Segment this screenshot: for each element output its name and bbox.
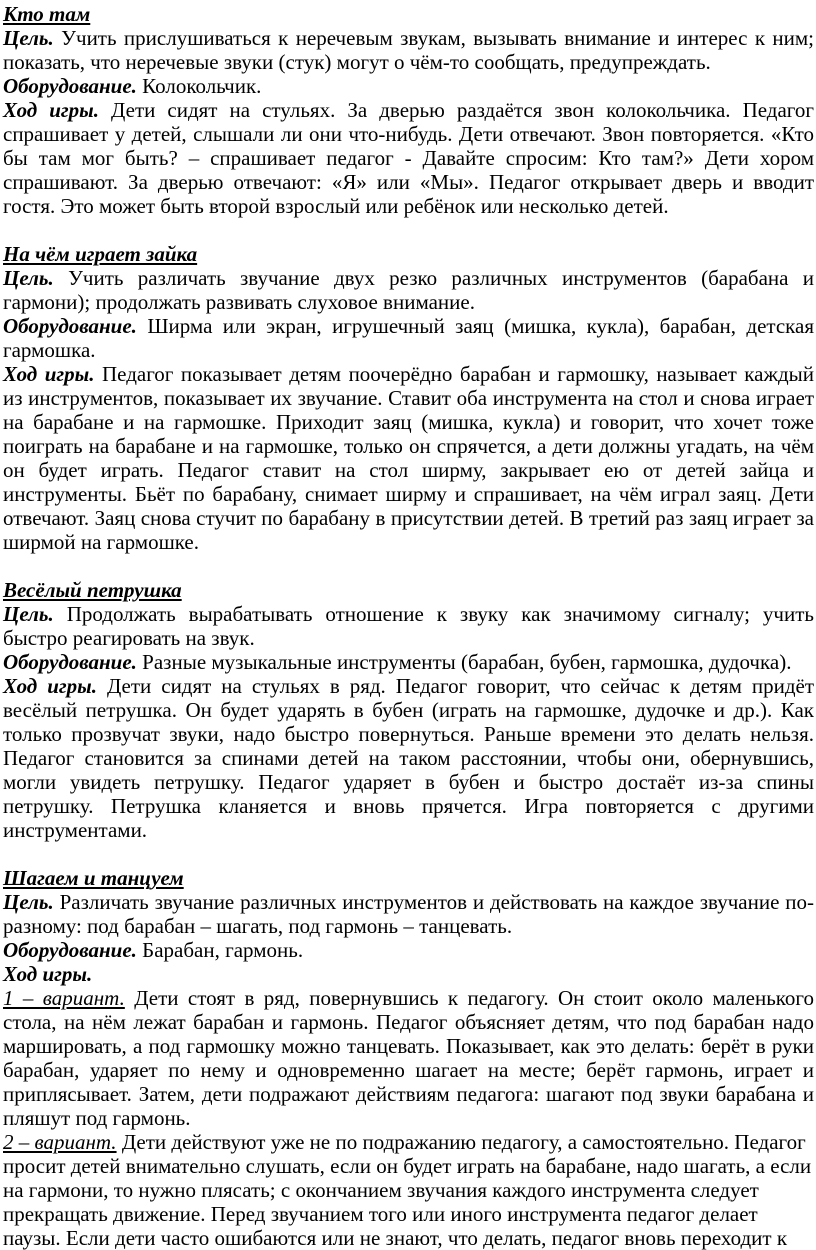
paragraph-text: Учить прислушиваться к неречевым звукам, вызывать внимание и интерес к ним; показать, что неречевые звуки (стук) могут о чём-то сообщать, предупреждать. — [3, 26, 814, 74]
paragraph-text: Различать звучание различных инструментов и действовать на каждое звучание по-разному: под барабан – шагать, под гармонь – танцевать. — [3, 890, 815, 938]
paragraph-text: Педагог показывает детям поочерёдно барабан и гармошку, называет каждый из инструментов, показывает их звучание. Ставит оба инструмента на стол и снова играет на барабане и на гармошке. Приходит заяц (мишка, кукла) и говорит, что хочет тоже поиграть на барабане и на гармошке, только он спрячется, а дети должны угадать, на чём он будет играть. Педагог ставит на стол ширму, закрывает ею от детей зайца и инструменты. Бьёт по барабану, снимает ширму и спрашивает, на чём играл заяц. Дети отвечают. Заяц снова стучит по барабану в присутствии детей. В третий раз заяц играет за ширмой на гармошке. — [3, 362, 814, 554]
paragraph-label: Оборудование. — [3, 314, 137, 338]
paragraph — [3, 890, 814, 938]
paragraph-text: Дети действуют уже не по подражанию педагогу, а самостоятельно. Педагог просит детей внимательно слушать, если он будет играть на барабане, надо шагать, а если на гармони, то нужно плясать; с окончанием звучания каждого инструмента следует прекращать движение. Перед звучанием того или иного инструмента педагог делает паузы. Если дети часто ошибаются или не знают, что делать, педагог вновь переходит к — [3, 1130, 812, 1250]
paragraph-label: Цель. — [3, 890, 54, 914]
section-shagaem-i-tantsuem — [3, 866, 814, 1250]
section-title: Кто там — [3, 2, 91, 26]
paragraph — [3, 266, 814, 314]
paragraph-text: Колокольчик. — [142, 74, 262, 98]
paragraph-text: Дети сидят на стульях. За дверью раздаётся звон колокольчика. Педагог спрашивает у детей, слышали ли они что-нибудь. Дети отвечают. Звон повторяется. «Кто бы там мог быть? – спрашивает педагог - Давайте спросим: Кто там?» Дети хором спрашивают. За дверью отвечают: «Я» или «Мы». Педагог открывает дверь и вводит гостя. Это может быть второй взрослый или ребёнок или несколько детей. — [3, 98, 815, 218]
paragraph — [3, 674, 814, 842]
section-title: Весёлый петрушка — [3, 578, 182, 602]
paragraph-text: Барабан, гармонь. — [142, 938, 304, 962]
paragraph — [3, 602, 814, 650]
section-na-chem-igraet-zayka — [3, 242, 814, 554]
paragraph-text: Ширма или экран, игрушечный заяц (мишка, кукла), барабан, детская гармошка. — [3, 314, 815, 362]
paragraph-label: Цель. — [3, 266, 54, 290]
paragraph — [3, 314, 814, 362]
paragraph-label: Цель. — [3, 26, 54, 50]
paragraph-text: Учить различать звучание двух резко различных инструментов (барабана и гармони); продолжать развивать слуховое внимание. — [3, 266, 815, 314]
paragraph-text: Разные музыкальные инструменты (барабан, бубен, гармошка, дудочка). — [142, 650, 792, 674]
section-kto-tam — [3, 2, 814, 218]
paragraph — [3, 938, 814, 962]
paragraph-label: Оборудование. — [3, 650, 137, 674]
section-veselyy-petrushka — [3, 578, 814, 842]
paragraph-label: Ход игры. — [3, 962, 93, 986]
variant-label: 1 – вариант. — [3, 986, 125, 1010]
variant-label: 2 – вариант. — [3, 1130, 117, 1154]
paragraph-variant-1 — [3, 986, 814, 1130]
paragraph — [3, 98, 814, 218]
paragraph-label: Цель. — [3, 602, 54, 626]
section-title: Шагаем и танцуем — [3, 866, 184, 890]
paragraph-text: Дети стоят в ряд, повернувшись к педагогу. Он стоит около маленького стола, на нём лежат барабан и гармонь. Педагог объясняет детям, что под барабан надо маршировать, а под гармошку можно танцевать. Показывает, как это делать: берёт в руки барабан, ударяет по нему и одновременно шагает на месте; берёт гармонь, играет и приплясывает. Затем, дети подражают действиям педагога: шагают под звуки барабана и пляшут под гармонь. — [3, 986, 815, 1130]
paragraph-label: Ход игры. — [3, 674, 97, 698]
paragraph-label: Оборудование. — [3, 938, 137, 962]
paragraph-label: Ход игры. — [3, 98, 100, 122]
paragraph — [3, 74, 814, 98]
paragraph-text: Продолжать вырабатывать отношение к звуку как значимому сигналу; учить быстро реагировать на звук. — [3, 602, 814, 650]
paragraph — [3, 26, 814, 74]
paragraph — [3, 650, 814, 674]
paragraph-variant-2 — [3, 1130, 814, 1250]
paragraph-label: Ход игры. — [3, 362, 95, 386]
paragraph-text: Дети сидят на стульях в ряд. Педагог говорит, что сейчас к детям придёт весёлый петрушка. Он будет ударять в бубен (играть на гармошке, дудочке и др.). Как только прозвучат звуки, надо быстро повернуться. Раньше времени это делать нельзя. Педагог становится за спинами детей на таком расстоянии, чтобы они, обернувшись, могли увидеть петрушку. Педагог ударяет в бубен и быстро достаёт из-за спины петрушку. Петрушка кланяется и вновь прячется. Игра повторяется с другими инструментами. — [3, 674, 815, 842]
paragraph — [3, 362, 814, 554]
paragraph — [3, 962, 814, 986]
paragraph-label: Оборудование. — [3, 74, 137, 98]
section-title: На чём играет зайка — [3, 242, 198, 266]
